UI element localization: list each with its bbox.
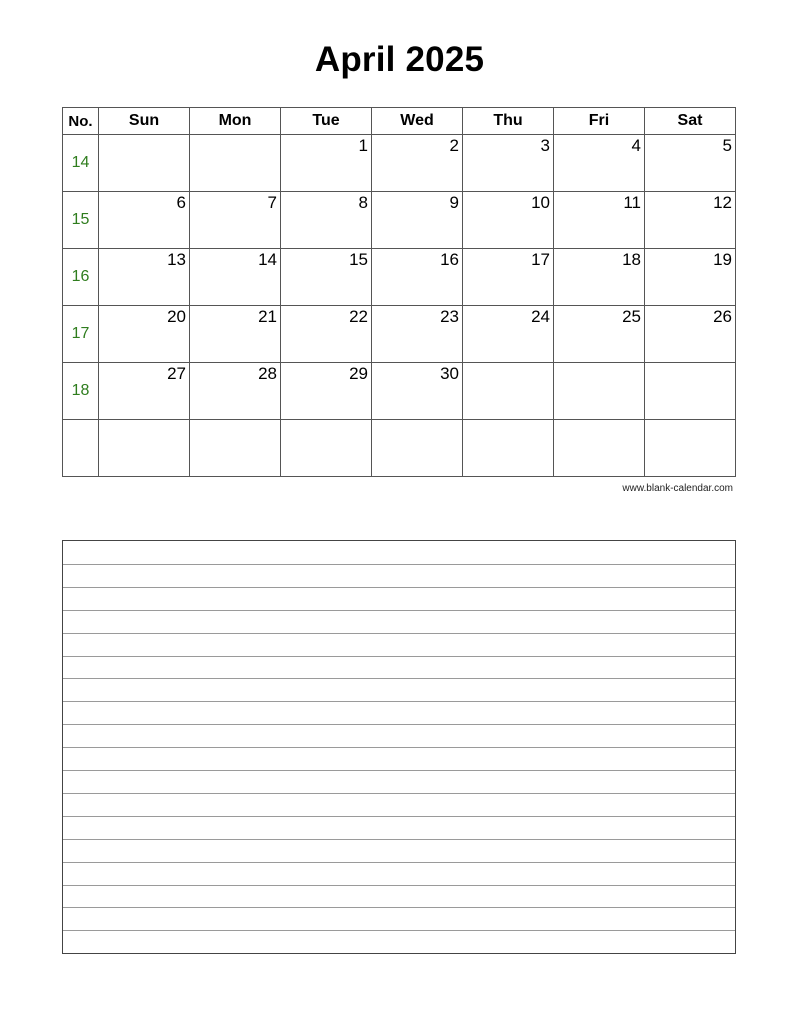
day-number [99, 135, 189, 137]
note-line [63, 885, 735, 886]
day-cell [372, 306, 463, 363]
day-cell [463, 135, 554, 192]
day-number: 24 [531, 307, 550, 326]
day-cell [645, 249, 736, 306]
note-line [63, 678, 735, 679]
note-line [63, 701, 735, 702]
day-cell [372, 363, 463, 420]
day-number: 26 [713, 307, 732, 326]
day-cell [190, 249, 281, 306]
day-cell [645, 420, 736, 477]
day-number: 30 [440, 364, 459, 383]
day-number: 21 [258, 307, 277, 326]
day-number [190, 420, 280, 422]
day-number: 14 [258, 250, 277, 269]
day-cell [554, 192, 645, 249]
day-cell [463, 192, 554, 249]
day-number: 4 [631, 136, 641, 155]
day-cell [190, 306, 281, 363]
header-sun: Sun [99, 108, 190, 135]
day-cell [99, 420, 190, 477]
day-cell [281, 135, 372, 192]
day-cell [281, 306, 372, 363]
calendar-grid [62, 107, 736, 477]
note-line [63, 930, 735, 931]
day-cell [372, 249, 463, 306]
note-line [63, 747, 735, 748]
day-number [281, 420, 371, 422]
day-number: 28 [258, 364, 277, 383]
header-sat: Sat [645, 108, 736, 135]
day-number: 12 [713, 193, 732, 212]
day-cell [99, 363, 190, 420]
day-number: 27 [167, 364, 186, 383]
day-number [645, 420, 735, 422]
day-number [463, 420, 553, 422]
day-number [190, 135, 280, 137]
day-cell [554, 135, 645, 192]
day-number: 15 [349, 250, 368, 269]
day-cell [554, 420, 645, 477]
week-row [63, 420, 736, 477]
header-mon: Mon [190, 108, 281, 135]
day-number: 20 [167, 307, 186, 326]
week-row [63, 192, 736, 249]
note-line [63, 587, 735, 588]
calendar-body [63, 135, 736, 477]
week-number: 17 [63, 306, 99, 363]
day-cell [372, 420, 463, 477]
note-line [63, 839, 735, 840]
note-line [63, 610, 735, 611]
day-cell [99, 135, 190, 192]
day-cell [554, 363, 645, 420]
header-tue: Tue [281, 108, 372, 135]
day-cell [190, 192, 281, 249]
note-line [63, 564, 735, 565]
day-number: 5 [722, 136, 732, 155]
day-cell [281, 249, 372, 306]
day-number [99, 420, 189, 422]
day-number: 18 [622, 250, 641, 269]
week-number: 16 [63, 249, 99, 306]
day-number: 13 [167, 250, 186, 269]
day-cell [372, 192, 463, 249]
day-number: 22 [349, 307, 368, 326]
note-line [63, 770, 735, 771]
note-line [63, 907, 735, 908]
day-cell [645, 135, 736, 192]
day-cell [554, 306, 645, 363]
day-cell [190, 135, 281, 192]
day-number [554, 363, 644, 365]
day-cell [99, 192, 190, 249]
day-cell [463, 249, 554, 306]
day-number: 16 [440, 250, 459, 269]
week-number: 18 [63, 363, 99, 420]
day-cell [645, 363, 736, 420]
day-number: 3 [540, 136, 550, 155]
header-wed: Wed [372, 108, 463, 135]
note-line [63, 633, 735, 634]
day-cell [99, 306, 190, 363]
day-number [554, 420, 644, 422]
header-fri: Fri [554, 108, 645, 135]
day-cell [463, 363, 554, 420]
day-cell [463, 420, 554, 477]
header-thu: Thu [463, 108, 554, 135]
day-cell [281, 363, 372, 420]
day-number: 1 [358, 136, 368, 155]
day-number: 2 [449, 136, 459, 155]
website-credit: www.blank-calendar.com [622, 483, 733, 494]
notes-area [62, 540, 736, 954]
week-number [63, 420, 99, 477]
day-number [645, 363, 735, 365]
day-cell [99, 249, 190, 306]
day-number [372, 420, 462, 422]
day-number: 29 [349, 364, 368, 383]
header-week-number: No. [63, 108, 99, 135]
day-number: 8 [358, 193, 368, 212]
day-number: 19 [713, 250, 732, 269]
day-cell [645, 192, 736, 249]
week-row [63, 249, 736, 306]
day-number: 7 [267, 193, 277, 212]
note-line [63, 656, 735, 657]
week-row [63, 363, 736, 420]
day-number: 6 [176, 193, 186, 212]
day-number: 23 [440, 307, 459, 326]
day-number: 10 [531, 193, 550, 212]
week-number: 14 [63, 135, 99, 192]
weekday-header-row [63, 108, 736, 135]
day-number: 9 [449, 193, 459, 212]
calendar-title: April 2025 [314, 40, 485, 79]
week-row [63, 306, 736, 363]
day-cell [281, 192, 372, 249]
day-cell [281, 420, 372, 477]
day-cell [645, 306, 736, 363]
day-number: 11 [623, 193, 641, 212]
week-number: 15 [63, 192, 99, 249]
day-cell [190, 363, 281, 420]
day-cell [372, 135, 463, 192]
note-line [63, 862, 735, 863]
day-number: 17 [531, 250, 550, 269]
week-row [63, 135, 736, 192]
note-line [63, 816, 735, 817]
note-line [63, 793, 735, 794]
day-cell [554, 249, 645, 306]
day-number: 25 [622, 307, 641, 326]
day-number [463, 363, 553, 365]
day-cell [463, 306, 554, 363]
day-cell [190, 420, 281, 477]
note-line [63, 724, 735, 725]
